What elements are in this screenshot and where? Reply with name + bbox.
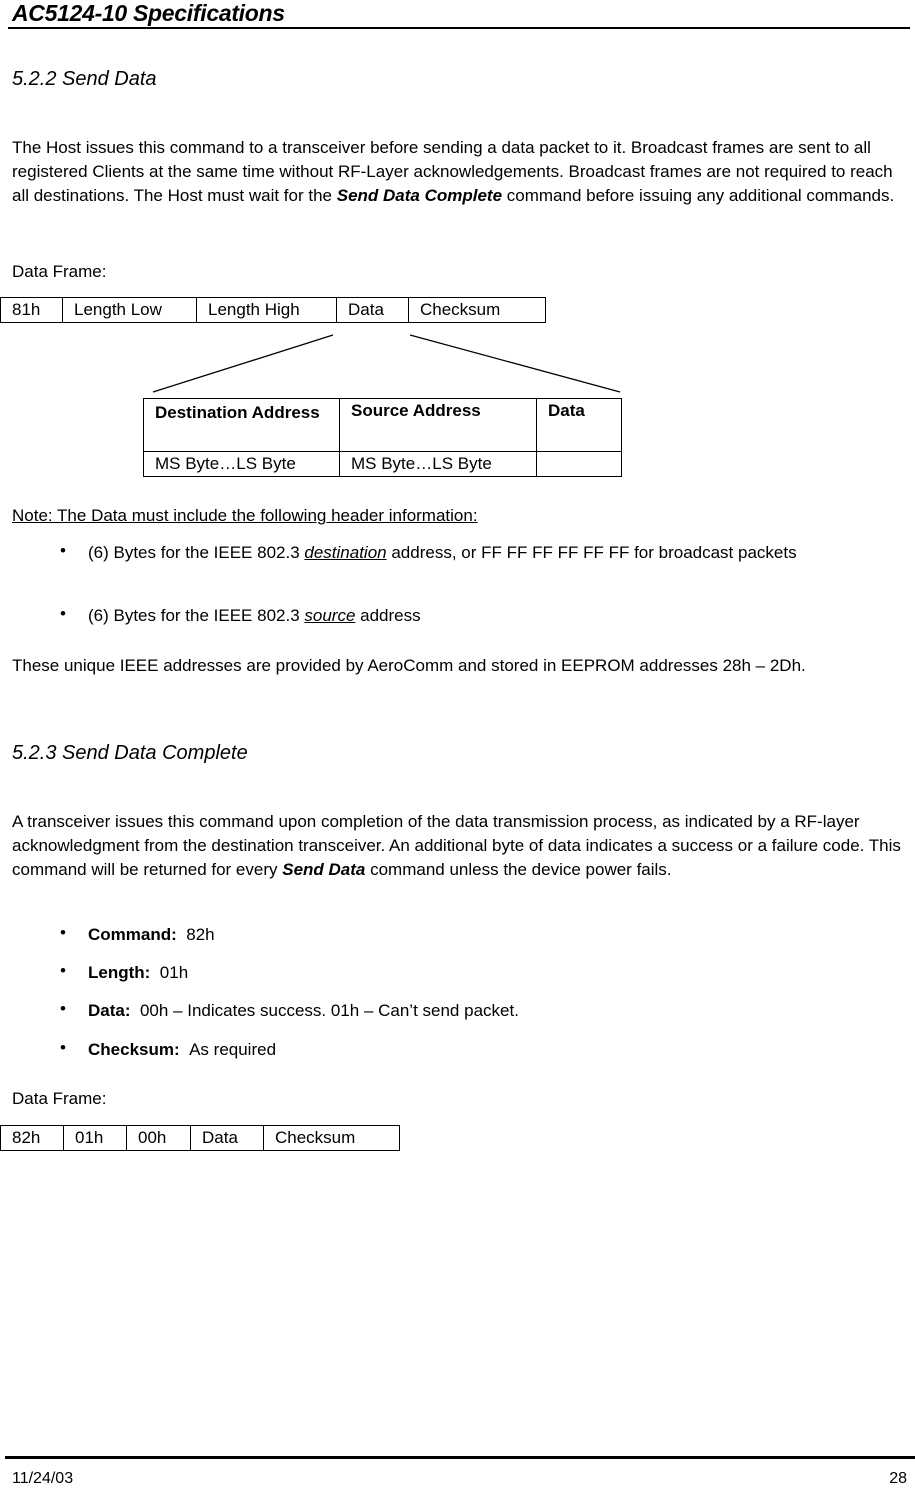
col-data: Data <box>537 399 622 452</box>
eeprom-note: These unique IEEE addresses are provided by AeroComm and stored in EEPROM addresses 28h – 2Dh. <box>12 656 806 675</box>
expansion-line-right <box>410 335 620 392</box>
bullet-dot: • <box>60 923 66 942</box>
bullet-dot: • <box>60 961 66 980</box>
item-value: 82h <box>186 925 215 944</box>
send-data-complete-desc-text: A transceiver issues this command upon completion of the data transmission process, as indicated by a RF-layer acknowledgment from the destination transceiver. An additional byte of data indicates a success or a failure code. This command will be returned for every <box>12 812 901 879</box>
bullet-emphasis: source <box>304 606 356 625</box>
bullet-text: address, or FF FF FF FF FF FF for broadcast packets <box>386 543 797 562</box>
item-value: 00h – Indicates success. 01h – Can’t send packet. <box>139 1001 519 1020</box>
send-data-complete-desc-text-end: command unless the device power fails. <box>365 860 672 879</box>
frame-cell: Length Low <box>63 298 197 323</box>
page-number: 28 <box>889 1470 907 1487</box>
frame-cell: Data <box>191 1126 264 1151</box>
section-heading-send-data: 5.2.2 Send Data <box>12 68 157 90</box>
bullet-text: address <box>355 606 421 625</box>
data-frame-label-2: Data Frame: <box>12 1089 107 1108</box>
item-label: Data: <box>88 1001 131 1020</box>
frame-cell: Checksum <box>264 1126 400 1151</box>
item-label: Command: <box>88 925 177 944</box>
section-heading-send-data-complete: 5.2.3 Send Data Complete <box>12 742 248 764</box>
data-frame-label: Data Frame: <box>12 262 107 281</box>
item-checksum <box>88 1038 888 1062</box>
frame-cell: 00h <box>127 1126 191 1151</box>
footer-rule <box>5 1456 915 1459</box>
footer-date: 11/24/03 <box>12 1470 74 1487</box>
send-data-ref: Send Data <box>282 860 366 879</box>
send-data-complete-frame-table <box>0 1125 400 1151</box>
frame-cell: Length High <box>197 298 337 323</box>
bullet-emphasis: destination <box>304 543 387 562</box>
item-length <box>88 961 888 985</box>
send-data-desc-text: The Host issues this command to a transceiver before sending a data packet to it. Broadcast frames are sent to all registered Clients at the same time without RF-Layer acknowledgements. Broadcast frames are not required to reach all destinations. The Host must wait for the <box>12 138 893 205</box>
item-data <box>88 999 888 1023</box>
bullet-text: (6) Bytes for the IEEE 802.3 <box>88 543 305 562</box>
item-value: 01h <box>159 963 189 982</box>
destination-byte-order: MS Byte…LS Byte <box>144 452 340 477</box>
bullet-dot: • <box>60 541 66 560</box>
data-cell-empty <box>537 452 622 477</box>
frame-cell: Data <box>337 298 409 323</box>
header-note: Note: The Data must include the following header information: <box>12 506 478 525</box>
frame-cell: Checksum <box>409 298 546 323</box>
frame-cell: 81h <box>1 298 63 323</box>
bullet-source <box>88 604 888 628</box>
item-label: Checksum: <box>88 1040 180 1059</box>
frame-cell: 82h <box>1 1126 64 1151</box>
col-destination-address: Destination Address <box>144 399 340 452</box>
frame-cell: 01h <box>64 1126 127 1151</box>
bullet-text: (6) Bytes for the IEEE 802.3 <box>88 606 305 625</box>
send-data-complete-ref: Send Data Complete <box>336 186 503 205</box>
item-label: Length: <box>88 963 151 982</box>
expansion-line-left <box>153 335 333 392</box>
bullet-dot: • <box>60 1038 66 1057</box>
bullet-dot: • <box>60 604 66 623</box>
bullet-destination <box>88 541 888 565</box>
item-command <box>88 923 888 947</box>
source-byte-order: MS Byte…LS Byte <box>340 452 537 477</box>
bullet-dot: • <box>60 999 66 1018</box>
send-data-complete-description <box>12 810 907 882</box>
col-source-address: Source Address <box>340 399 537 452</box>
item-value: As required <box>189 1040 277 1059</box>
data-field-breakdown-table <box>143 398 622 477</box>
page-header-title: AC5124-10 Specifications <box>12 0 285 26</box>
expansion-lines <box>0 0 915 420</box>
send-data-desc-text-end: command before issuing any additional commands. <box>502 186 895 205</box>
